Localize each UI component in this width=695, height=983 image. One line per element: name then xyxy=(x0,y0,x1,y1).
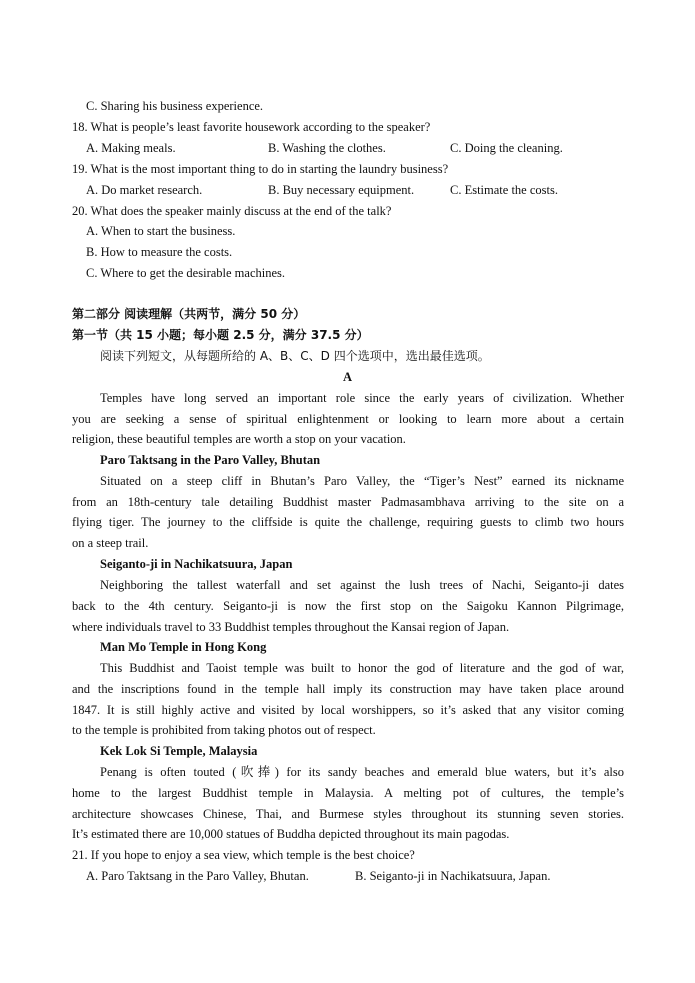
temple-heading-kek-lok-si: Kek Lok Si Temple, Malaysia xyxy=(100,744,258,758)
q21-question: 21. If you hope to enjoy a sea view, which temple is the best choice? xyxy=(72,848,415,862)
q19-option-a: A. Do market research. xyxy=(86,183,203,197)
q19-option-b: B. Buy necessary equipment. xyxy=(268,183,415,197)
q20-option-a: A. When to start the business. xyxy=(86,224,236,238)
q18-question: 18. What is people’s least favorite housework according to the speaker? xyxy=(72,120,431,134)
part-title: 第二部分 阅读理解（共两节，满分 50 分） xyxy=(72,307,306,321)
q19-question: 19. What is the most important thing to do in starting the laundry business? xyxy=(72,162,449,176)
q19-option-c: C. Estimate the costs. xyxy=(450,183,558,197)
passage-letter: A xyxy=(343,370,353,384)
temple4-line-3: architecture showcases Chinese, Thai, and Burmese styles throughout its stunning seven stories. xyxy=(72,807,624,821)
temple4-line-1: Penang is often touted (吹捧) for its sandy beaches and emerald blue waters, but it’s also xyxy=(100,765,624,779)
q18-option-c: C. Doing the cleaning. xyxy=(450,141,563,155)
temple3-line-1: This Buddhist and Taoist temple was built to honor the god of literature and the god of war, xyxy=(100,661,624,675)
q17-option-c: C. Sharing his business experience. xyxy=(86,99,264,113)
intro-line-3: religion, these beautiful temples are worth a stop on your vacation. xyxy=(72,432,406,446)
temple4-line-2: home to the largest Buddhist temple in Malaysia. A melting pot of cultures, the temple’s xyxy=(72,786,624,800)
temple-heading-paro: Paro Taktsang in the Paro Valley, Bhutan xyxy=(100,453,321,467)
q20-question: 20. What does the speaker mainly discuss at the end of the talk? xyxy=(72,204,392,218)
instruction: 阅读下列短文，从每题所给的 A、B、C、D 四个选项中，选出最佳选项。 xyxy=(100,349,490,363)
temple1-line-2: from an 18th-century tale detailing Buddhist master Padmasambhava arriving to the site on a xyxy=(72,495,624,509)
q18-option-b: B. Washing the clothes. xyxy=(268,141,386,155)
temple1-line-3: flying tiger. The journey to the cliffside is quite the challenge, requiring guests to climb two hours xyxy=(72,515,624,529)
intro-line-1: Temples have long served an important role since the early years of civilization. Whether xyxy=(100,391,624,405)
q21-option-b: B. Seiganto-ji in Nachikatsuura, Japan. xyxy=(355,869,551,883)
temple-heading-man-mo: Man Mo Temple in Hong Kong xyxy=(100,640,267,654)
q21-option-a: A. Paro Taktsang in the Paro Valley, Bhutan. xyxy=(86,869,309,883)
temple3-line-4: to the temple is prohibited from taking photos out of respect. xyxy=(72,723,376,737)
temple1-line-1: Situated on a steep cliff in Bhutan’s Paro Valley, the “Tiger’s Nest” earned its nickname xyxy=(100,474,624,488)
q18-option-a: A. Making meals. xyxy=(86,141,176,155)
temple-heading-seiganto: Seiganto-ji in Nachikatsuura, Japan xyxy=(100,557,293,571)
temple4-line-4: It’s estimated there are 10,000 statues of Buddha depicted throughout its main pagodas. xyxy=(72,827,510,841)
q20-option-b: B. How to measure the costs. xyxy=(86,245,233,259)
temple3-line-3: 1847. It is still highly active and visited by local worshippers, so it’s asked that any visitor coming xyxy=(72,703,624,717)
section-title: 第一节（共 15 小题；每小题 2.5 分，满分 37.5 分） xyxy=(72,328,369,342)
temple1-line-4: on a steep trail. xyxy=(72,536,149,550)
temple2-line-2: back to the 4th century. Seiganto-ji is now the first stop on the Saigoku Kannon Pilgrimage, xyxy=(72,599,624,613)
temple2-line-1: Neighboring the tallest waterfall and set against the lush trees of Nachi, Seiganto-ji dates xyxy=(100,578,624,592)
intro-line-2: you are seeking a sense of spiritual enlightenment or looking to learn more about a certain xyxy=(72,412,624,426)
q20-option-c: C. Where to get the desirable machines. xyxy=(86,266,286,280)
temple2-line-3: where individuals travel to 33 Buddhist temples throughout the Kansai region of Japan. xyxy=(72,620,510,634)
temple3-line-2: and the inscriptions found in the temple hall imply its construction may have taken place around xyxy=(72,682,624,696)
